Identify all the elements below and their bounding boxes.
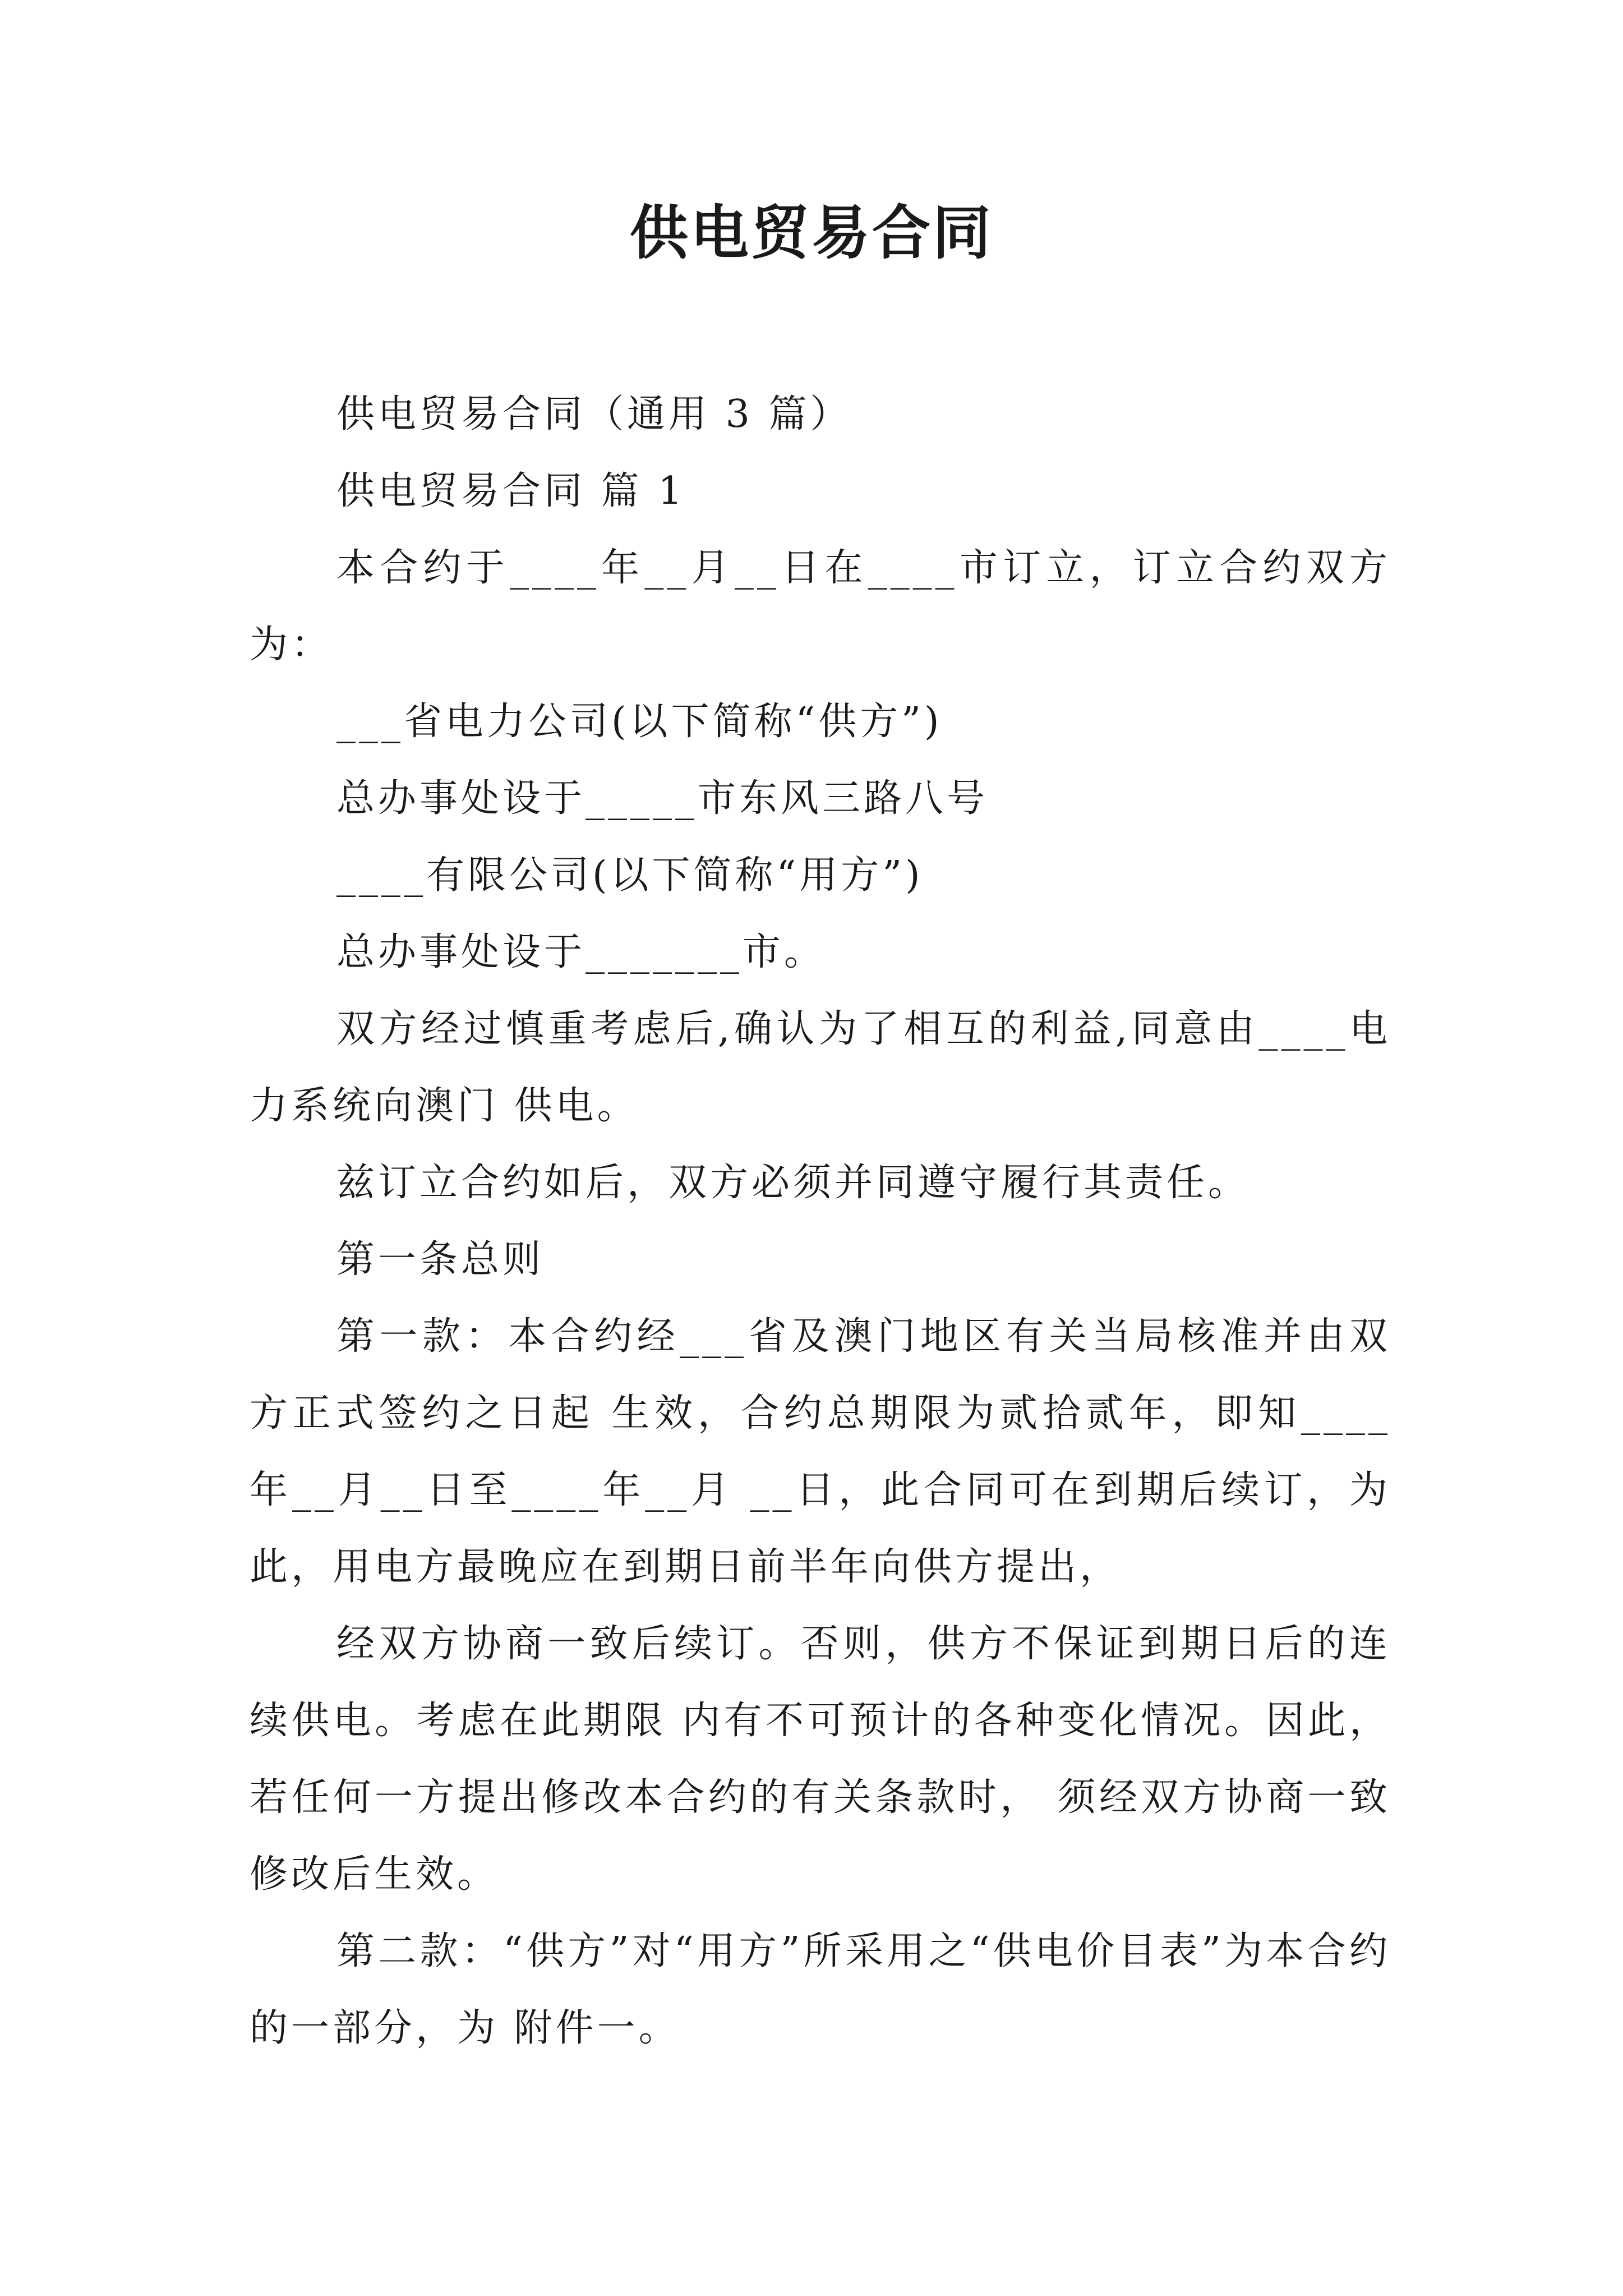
- paragraph: 第一款：本合约经___省及澳门地区有关当局核准并由双方正式签约之日起 生效，合约总期限为贰拾贰年，即知____年__月__日至____年__月 __日，此合同可在到期后续订，为此，用电方最晚应在到期日前半年向供方提出，: [250, 1314, 1391, 1589]
- document-title: 供电贸易合同: [629, 198, 993, 267]
- paragraph: 总办事处设于_______市。: [336, 930, 826, 974]
- paragraph: ___省电力公司(以下简称“供方”): [336, 700, 943, 744]
- paragraph: 兹订立合约如后，双方必须并同遵守履行其责任。: [336, 1161, 1250, 1205]
- paragraph: 本合约于____年__月__日在____市订立，订立合约双方为：: [250, 546, 1391, 667]
- article-heading: 第一条总则: [336, 1237, 545, 1282]
- paragraph: 经双方协商一致后续订。否则，供方不保证到期日后的连续供电。考虑在此期限 内有不可预计的各种变化情况。因此，若任何一方提出修改本合约的有关条款时， 须经双方协商一致修改后生效。: [250, 1622, 1391, 1897]
- section-heading: 供电贸易合同 篇 1: [336, 469, 686, 513]
- subtitle-paragraph: 供电贸易合同（通用 3 篇）: [336, 392, 852, 436]
- paragraph: 总办事处设于_____市东风三路八号: [336, 776, 989, 821]
- paragraph: 第二款：“供方”对“用方”所采用之“供电价目表”为本合约的一部分，为 附件一。: [250, 1929, 1391, 2050]
- paragraph: 双方经过慎重考虑后,确认为了相互的利益,同意由____电力系统向澳门 供电。: [250, 1007, 1391, 1128]
- paragraph: ____有限公司(以下简称“用方”): [336, 853, 924, 898]
- document-body: [250, 376, 1391, 2067]
